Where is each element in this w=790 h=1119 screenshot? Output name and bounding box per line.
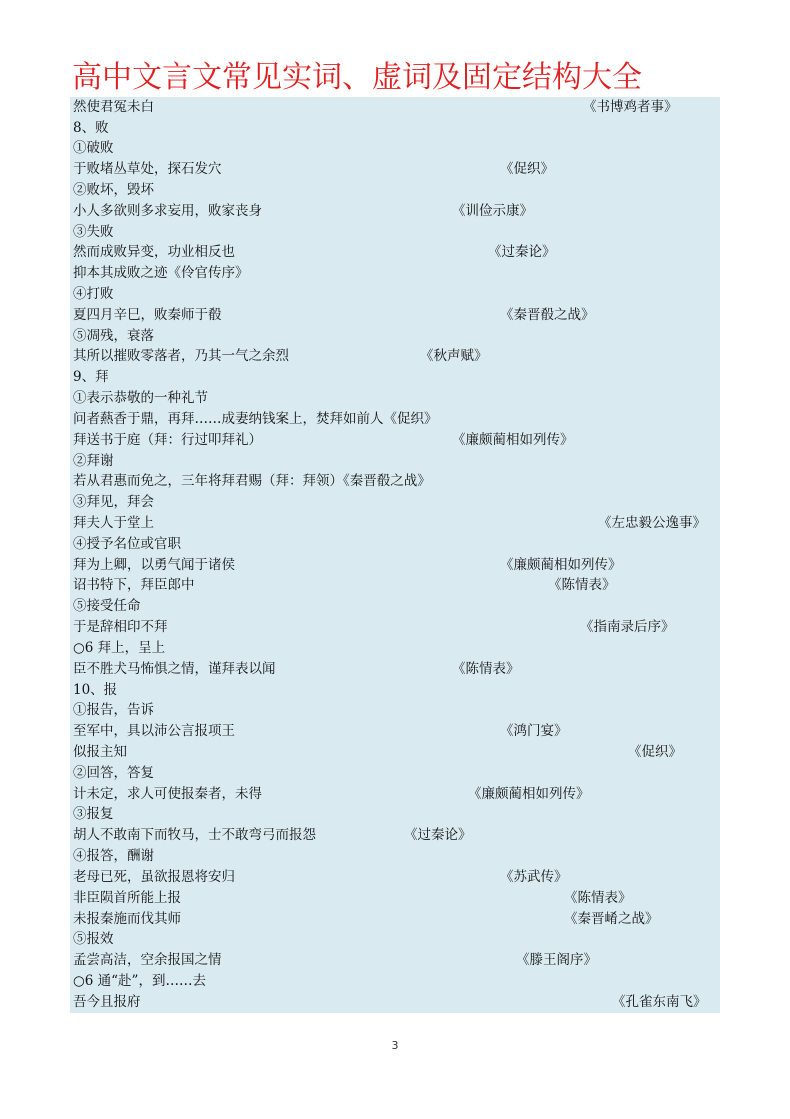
text-line: 拜为上卿，以勇气闻于诸侯 <box>73 557 235 573</box>
sense-heading: ①表示恭敬的一种礼节 <box>73 390 208 406</box>
text-line: 未报秦施而伐其师 <box>73 911 181 927</box>
text-line: 臣不胜犬马怖惧之情，谨拜表以闻 <box>73 661 276 677</box>
source-citation: 《左忠毅公逸事》 <box>598 515 706 531</box>
text-line: 吾今且报府 <box>73 994 141 1010</box>
sense-heading: ②败坏，毁坏 <box>73 182 154 198</box>
sense-heading: ④报答，酬谢 <box>73 848 154 864</box>
source-citation: 《陈情表》 <box>564 890 632 906</box>
text-line: 胡人不敢南下而牧马，士不敢弯弓而报怨 <box>73 827 316 843</box>
text-line: 若从君惠而免之，三年将拜君赐（拜：拜领）《秦晋殽之战》 <box>73 473 431 489</box>
sense-heading: ①破败 <box>73 140 114 156</box>
source-citation: 《廉颇蔺相如列传》 <box>452 432 574 448</box>
entry-heading: 9、拜 <box>73 369 109 385</box>
text-line: 计未定，求人可使报秦者，未得 <box>73 786 262 802</box>
source-citation: 《指南录后序》 <box>580 619 675 635</box>
content-box <box>70 97 720 1013</box>
source-citation: 《苏武传》 <box>500 869 568 885</box>
source-citation: 《鸿门宴》 <box>500 723 568 739</box>
text-line: 抑本其成败之迹《伶官传序》 <box>73 265 249 281</box>
sense-heading: ②拜谢 <box>73 453 114 469</box>
sense-heading: ③拜见，拜会 <box>73 494 154 510</box>
source-citation: 《秦晋殽之战》 <box>500 307 595 323</box>
source-citation: 《促织》 <box>500 161 554 177</box>
source-citation: 《孔雀东南飞》 <box>612 994 707 1010</box>
source-citation: 《廉颇蔺相如列传》 <box>500 557 622 573</box>
source-citation: 《滕王阁序》 <box>516 952 597 968</box>
text-line: 拜夫人于堂上 <box>73 515 154 531</box>
sense-heading: ⑤接受任命 <box>73 598 141 614</box>
page-number: 3 <box>391 1039 399 1052</box>
text-line: 夏四月辛巳，败秦师于殽 <box>73 307 222 323</box>
entry-heading: 8、败 <box>73 120 109 136</box>
source-citation: 《过秦论》 <box>404 827 472 843</box>
text-line: 老母已死，虽欲报恩将安归 <box>73 869 235 885</box>
text-line: 问者爇香于鼎，再拜……成妻纳钱案上，焚拜如前人《促织》 <box>73 411 438 427</box>
text-line: 至军中，具以沛公言报项王 <box>73 723 235 739</box>
text-line: 拜送书于庭（拜：行过叩拜礼） <box>73 432 262 448</box>
sense-heading: ⑤凋残，衰落 <box>73 328 154 344</box>
sense-heading: ○6 拜上，呈上 <box>73 640 166 656</box>
source-citation: 《促织》 <box>628 744 682 760</box>
source-citation: 《陈情表》 <box>452 661 520 677</box>
sense-heading: ②回答，答复 <box>73 765 154 781</box>
sense-heading: ⑤报效 <box>73 931 114 947</box>
text-line: 于是辞相印不拜 <box>73 619 168 635</box>
sense-heading: ③报复 <box>73 806 114 822</box>
text-line: 似报主知 <box>73 744 127 760</box>
text-line: 于败堵丛草处，探石发穴 <box>73 161 222 177</box>
text-line: 非臣陨首所能上报 <box>73 890 181 906</box>
text-line: 孟尝高洁，空余报国之情 <box>73 952 222 968</box>
sense-heading: ④授予名位或官职 <box>73 536 181 552</box>
sense-heading: ③失败 <box>73 224 114 240</box>
source-citation: 《训俭示康》 <box>452 203 533 219</box>
text-line: 然而成败异变，功业相反也 <box>73 244 235 260</box>
source-citation: 《陈情表》 <box>548 577 616 593</box>
text-line: 小人多欲则多求妄用，败家丧身 <box>73 203 262 219</box>
entry-heading: 10、报 <box>73 682 118 698</box>
source-citation: 《过秦论》 <box>488 244 556 260</box>
source-citation: 《书博鸡者事》 <box>583 99 678 115</box>
sense-heading: ④打败 <box>73 286 114 302</box>
text-line: 其所以摧败零落者，乃其一气之余烈 <box>73 348 289 364</box>
page-title: 高中文言文常见实词、虚词及固定结构大全 <box>72 60 642 95</box>
text-line: 诏书特下，拜臣郎中 <box>73 577 195 593</box>
text-line: 然使君冤未白 <box>73 99 154 115</box>
source-citation: 《秋声赋》 <box>420 348 488 364</box>
source-citation: 《廉颇蔺相如列传》 <box>468 786 590 802</box>
source-citation: 《秦晋崤之战》 <box>564 911 659 927</box>
sense-heading: ①报告，告诉 <box>73 702 154 718</box>
sense-heading: ○6 通“赴”，到……去 <box>73 973 206 989</box>
